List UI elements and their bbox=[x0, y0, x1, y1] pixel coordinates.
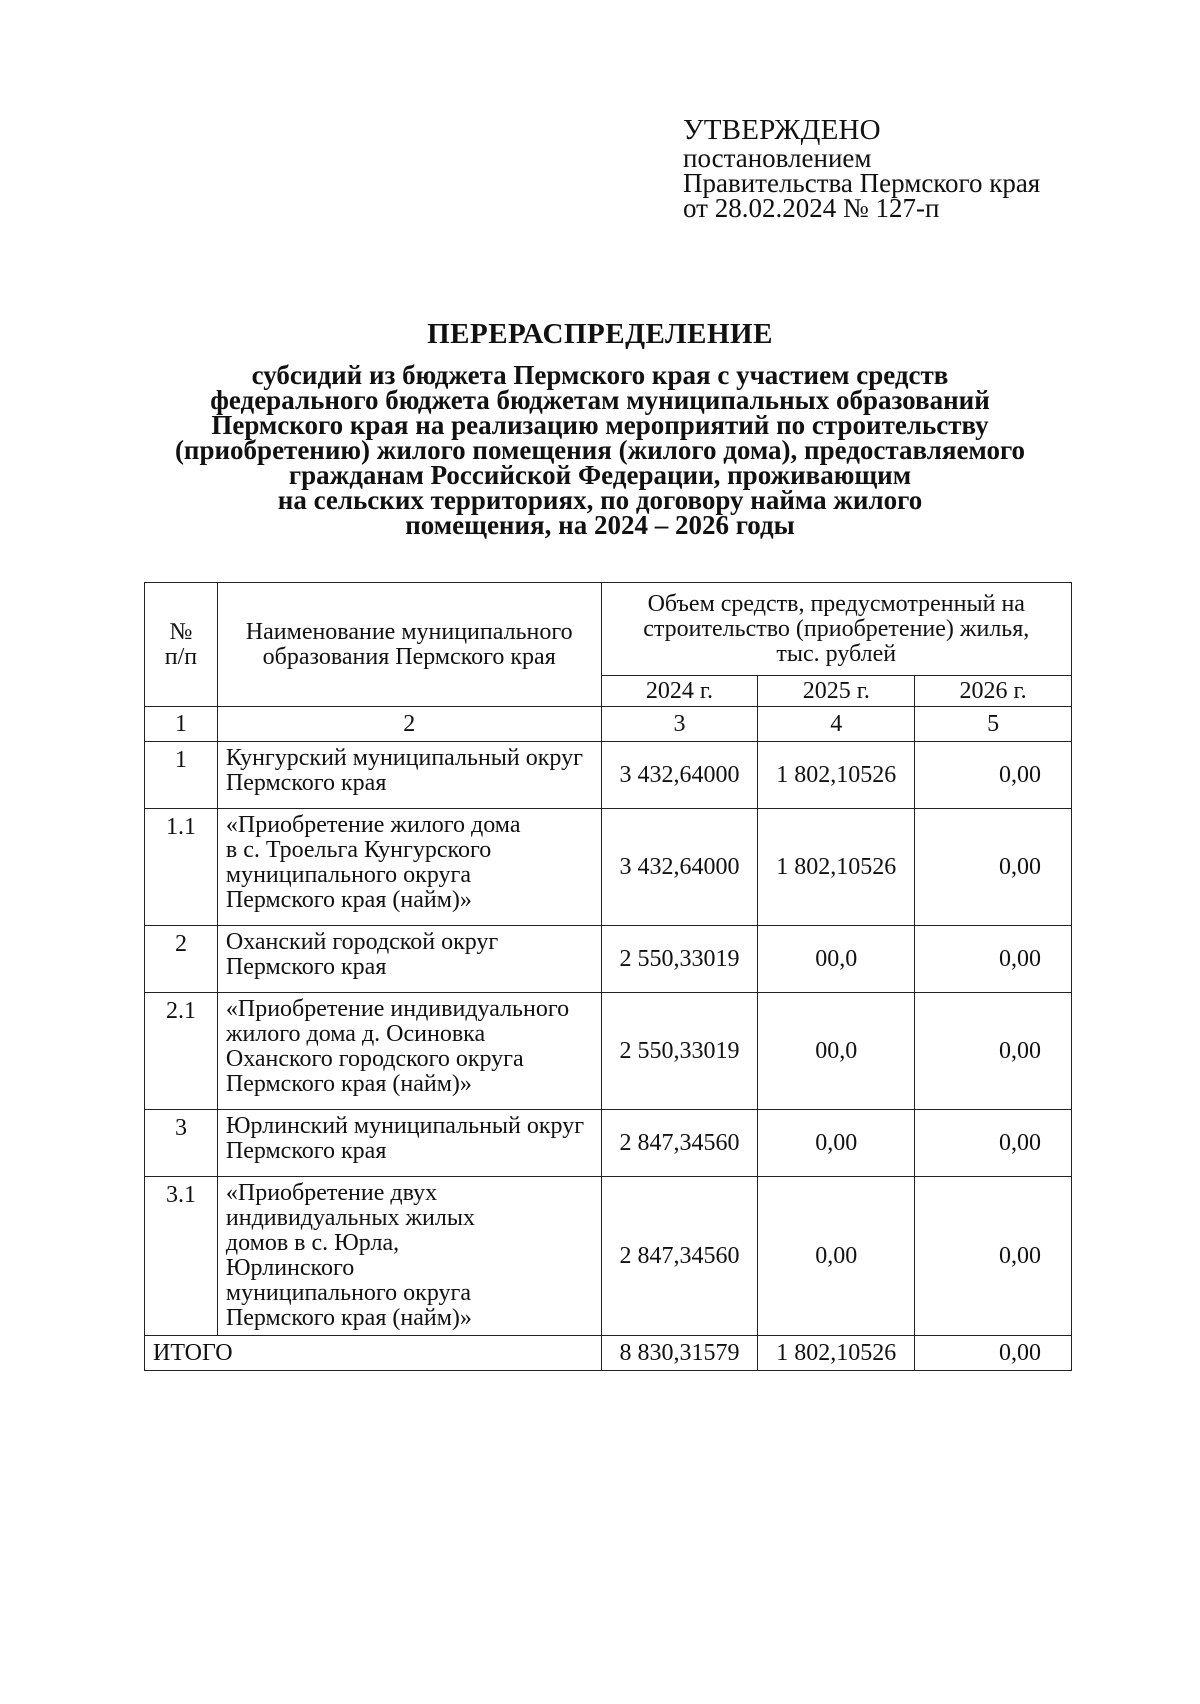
row-value-2026: 0,00 bbox=[915, 926, 1072, 993]
row-num: 2 bbox=[145, 926, 218, 993]
table-row bbox=[145, 1177, 1072, 1336]
row-value-2024: 3 432,64000 bbox=[601, 809, 758, 926]
approval-line-1: постановлением bbox=[683, 143, 872, 173]
row-name: Кунгурский муниципальный округ Пермского края bbox=[217, 742, 601, 809]
table-row bbox=[145, 742, 1072, 809]
row-value-2024: 3 432,64000 bbox=[601, 742, 758, 809]
approval-line-3: от 28.02.2024 № 127-п bbox=[683, 193, 940, 223]
total-value-2024: 8 830,31579 bbox=[601, 1336, 758, 1371]
row-value-2025: 1 802,10526 bbox=[758, 809, 915, 926]
subtitle-line: федерального бюджета бюджетам муниципальных образований bbox=[210, 385, 990, 415]
row-value-2026: 0,00 bbox=[915, 993, 1072, 1110]
header-year-2024: 2024 г. bbox=[601, 676, 758, 707]
row-num: 3.1 bbox=[145, 1177, 218, 1336]
row-name: Оханский городской округ Пермского края bbox=[217, 926, 601, 993]
row-value-2025: 00,0 bbox=[758, 993, 915, 1110]
document-title: ПЕРЕРАСПРЕДЕЛЕНИЕ bbox=[427, 318, 773, 350]
header-num-label: № п/п bbox=[164, 618, 198, 670]
row-value-2026: 0,00 bbox=[915, 1110, 1072, 1177]
column-number: 4 bbox=[758, 707, 915, 742]
row-num: 1.1 bbox=[145, 809, 218, 926]
table-row bbox=[145, 993, 1072, 1110]
total-value-2025: 1 802,10526 bbox=[758, 1336, 915, 1371]
header-name: Наименование муниципального образования Пермского края bbox=[217, 583, 601, 707]
header-volume: Объем средств, предусмотренный на строительство (приобретение) жилья, тыс. рублей bbox=[601, 583, 1071, 676]
document-subtitle bbox=[130, 360, 1070, 540]
row-value-2026: 0,00 bbox=[915, 742, 1072, 809]
subtitle-line: гражданам Российской Федерации, проживающим bbox=[288, 460, 912, 490]
total-value-2026: 0,00 bbox=[915, 1336, 1072, 1371]
subsidy-table bbox=[144, 582, 1072, 1371]
column-number: 1 bbox=[145, 707, 218, 742]
row-value-2025: 1 802,10526 bbox=[758, 742, 915, 809]
row-value-2025: 0,00 bbox=[758, 1110, 915, 1177]
subtitle-line: на сельских территориях, по договору найма жилого bbox=[277, 485, 923, 515]
row-value-2026: 0,00 bbox=[915, 809, 1072, 926]
header-num bbox=[145, 583, 218, 707]
table-row bbox=[145, 1110, 1072, 1177]
row-value-2024: 2 847,34560 bbox=[601, 1110, 758, 1177]
header-year-2025: 2025 г. bbox=[758, 676, 915, 707]
row-value-2025: 0,00 bbox=[758, 1177, 915, 1336]
table-total-row bbox=[145, 1336, 1072, 1371]
column-number: 2 bbox=[217, 707, 601, 742]
row-value-2025: 00,0 bbox=[758, 926, 915, 993]
row-value-2024: 2 847,34560 bbox=[601, 1177, 758, 1336]
row-name: «Приобретение жилого дома в с. Троельга Кунгурского муниципального округа Пермского края (найм)» bbox=[217, 809, 601, 926]
row-value-2024: 2 550,33019 bbox=[601, 993, 758, 1110]
row-value-2026: 0,00 bbox=[915, 1177, 1072, 1336]
total-label: ИТОГО bbox=[145, 1336, 602, 1371]
column-number: 5 bbox=[915, 707, 1072, 742]
subtitle-line: Пермского края на реализацию мероприятий по строительству bbox=[211, 410, 989, 440]
row-name: «Приобретение индивидуального жилого дома д. Осиновка Оханского городского округа Пермского края (найм)» bbox=[217, 993, 601, 1110]
row-num: 3 bbox=[145, 1110, 218, 1177]
subtitle-line: помещения, на 2024 – 2026 годы bbox=[405, 510, 795, 540]
table-row bbox=[145, 926, 1072, 993]
row-value-2024: 2 550,33019 bbox=[601, 926, 758, 993]
column-number: 3 bbox=[601, 707, 758, 742]
table-row bbox=[145, 809, 1072, 926]
approved-label: УТВЕРЖДЕНО bbox=[683, 114, 881, 146]
approval-line-2: Правительства Пермского края bbox=[683, 168, 1041, 198]
row-name: «Приобретение двух индивидуальных жилых домов в с. Юрла, Юрлинского муниципального округа Пермского края (найм)» bbox=[217, 1177, 601, 1336]
approval-stamp-block bbox=[683, 115, 1103, 221]
row-num: 1 bbox=[145, 742, 218, 809]
row-name: Юрлинский муниципальный округ Пермского края bbox=[217, 1110, 601, 1177]
header-year-2026: 2026 г. bbox=[915, 676, 1072, 707]
subtitle-line: субсидий из бюджета Пермского края с участием средств bbox=[251, 360, 949, 390]
row-num: 2.1 bbox=[145, 993, 218, 1110]
subtitle-line: (приобретению) жилого помещения (жилого дома), предоставляемого bbox=[174, 435, 1026, 465]
